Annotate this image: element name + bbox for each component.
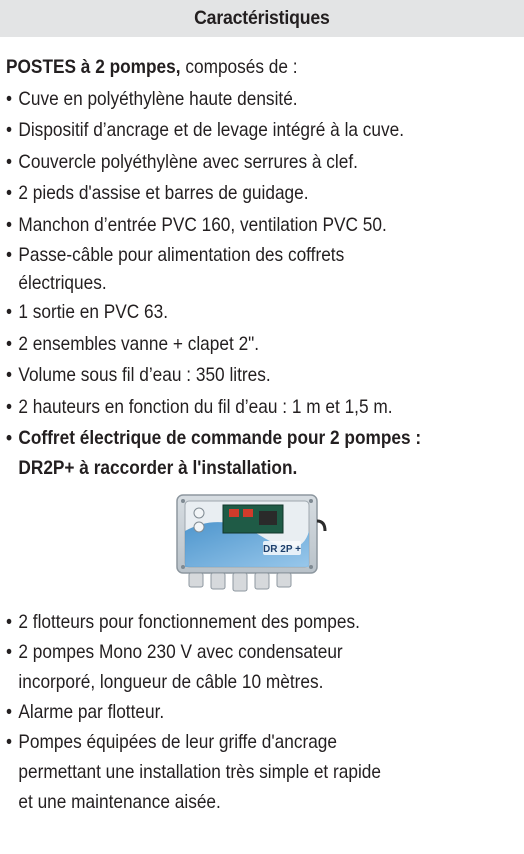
bullet: • <box>6 427 13 449</box>
product-image-container <box>6 491 518 601</box>
list-item: • Dispositif d’ancrage et de levage intégré à la cuve. <box>6 115 459 147</box>
list-item-bold: • Coffret électrique de commande pour 2 pompes : <box>6 423 459 453</box>
page-title: Caractéristiques <box>194 7 330 29</box>
list-item: • Volume sous fil d’eau : 350 litres. <box>6 360 459 392</box>
bullet: • <box>6 87 13 110</box>
intro-rest: composés de : <box>180 56 298 78</box>
bullet: • <box>6 731 13 753</box>
bullet: • <box>6 213 13 236</box>
list-item-continuation: et une maintenance aisée. <box>18 791 221 813</box>
bullet: • <box>6 182 13 204</box>
list-item: • Cuve en polyéthylène haute densité. <box>6 84 459 116</box>
product-label: DR 2P + <box>263 544 301 555</box>
characteristics-list <box>6 52 518 817</box>
list-item: • Pompes équipées de leur griffe d'ancrage <box>6 727 459 757</box>
intro-line <box>6 52 459 84</box>
list-item-continuation: électriques. <box>18 272 107 294</box>
bullet: • <box>6 611 13 633</box>
bullet: • <box>6 332 13 355</box>
bullet: • <box>6 244 13 266</box>
bullet: • <box>6 119 13 141</box>
intro-bold: POSTES à 2 pompes, <box>6 56 181 78</box>
list-item-continuation: DR2P+ à raccorder à l'installation. <box>18 457 298 479</box>
list-item: • Manchon d’entrée PVC 160, ventilation PVC 50. <box>6 210 459 242</box>
list-item-continuation: incorporé, longueur de câble 10 mètres. <box>18 671 324 693</box>
list-item: • 2 pompes Mono 230 V avec condensateur <box>6 637 459 667</box>
bullet: • <box>6 364 13 386</box>
bullet: • <box>6 395 13 418</box>
control-box-image <box>171 491 327 599</box>
bullet: • <box>6 150 13 173</box>
list-item: • Alarme par flotteur. <box>6 697 459 727</box>
list-item: • 2 pieds d'assise et barres de guidage. <box>6 178 459 210</box>
list-item: • 2 hauteurs en fonction du fil d’eau : 1 m et 1,5 m. <box>6 392 459 424</box>
list-item: • Passe-câble pour alimentation des coffrets <box>6 241 459 269</box>
list-item-continuation: permettant une installation très simple et rapide <box>18 761 382 783</box>
bullet: • <box>6 701 13 723</box>
bullet: • <box>6 641 13 663</box>
list-item: • Couvercle polyéthylène avec serrures à clef. <box>6 147 459 179</box>
bullet: • <box>6 301 13 323</box>
header-bar <box>0 0 524 37</box>
list-item: • 1 sortie en PVC 63. <box>6 297 459 329</box>
list-item: • 2 ensembles vanne + clapet 2". <box>6 329 459 361</box>
list-item: • 2 flotteurs pour fonctionnement des pompes. <box>6 607 459 637</box>
